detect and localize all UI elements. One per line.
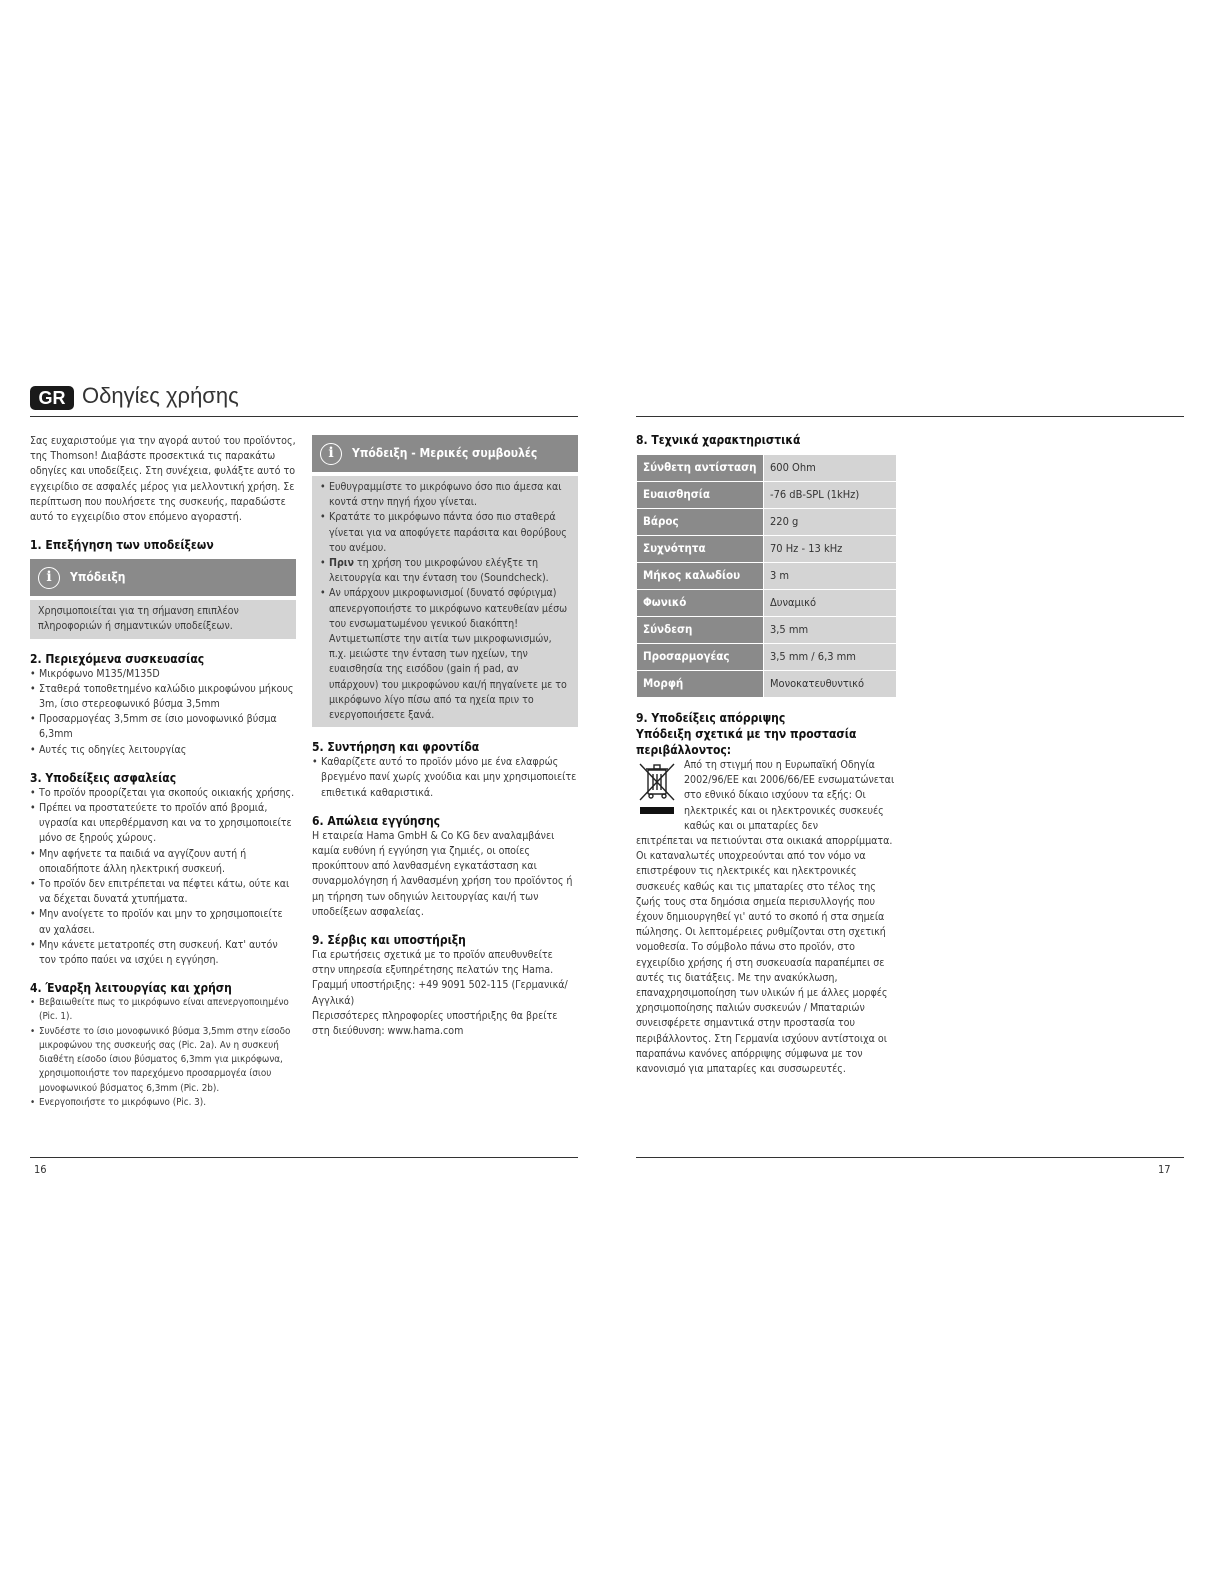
table-row: [637, 644, 897, 671]
language-badge: GR: [30, 386, 74, 410]
table-row: [637, 509, 897, 536]
page-number-right: 17: [1158, 1163, 1171, 1176]
info-icon: i: [320, 443, 342, 465]
section-5-title: 5. Συντήρηση και φροντίδα: [312, 740, 480, 755]
list-item: • Μην κάνετε μετατροπές στη συσκευή. Κατ' αυτόν τον τρόπο παύει να ισχύει η εγγύηση.: [30, 938, 296, 968]
hint-box-text: Χρησιμοποιείται για τη σήμανση επιπλέον πληροφοριών ή σημαντικών υποδείξεων.: [38, 605, 239, 633]
footer-rule-right: [636, 1157, 1184, 1158]
section-8-title: 8. Τεχνικά χαρακτηριστικά: [636, 433, 801, 447]
spec-key: Βάρος: [637, 509, 764, 536]
table-row: [637, 590, 897, 617]
maintenance-list: [312, 755, 578, 801]
spec-key: Ευαισθησία: [637, 482, 764, 509]
table-row: [637, 536, 897, 563]
list-item: • Αυτές τις οδηγίες λειτουργίας: [30, 743, 296, 758]
warranty-text: Η εταιρεία Hama GmbH & Co KG δεν αναλαμβάνει καμία ευθύνη ή εγγύηση για ζημιές, οι οποίες προκύπτουν από λανθασμένη εγκατάσταση και συναρμολόγηση ή λανθασμένη χρήση του προϊόντος ή μη τήρηση των οδηγιών λειτουργίας και/ή των υποδείξεων ασφαλείας.: [312, 829, 573, 918]
list-item: • Σταθερά τοποθετημένο καλώδιο μικροφώνου μήκους 3m, ίσιο στερεοφωνικό βύσμα 3,5mm: [30, 682, 296, 712]
header-rule-right: [636, 416, 1184, 417]
list-item: • Ενεργοποιήστε το μικρόφωνο (Pic. 3).: [30, 1096, 296, 1110]
weee-symbol: [636, 758, 684, 821]
spec-key: Συχνότητα: [637, 536, 764, 563]
spec-key: Σύνθετη αντίσταση: [637, 455, 764, 482]
list-item: • Το προϊόν δεν επιτρέπεται να πέφτει κάτω, ούτε και να δέχεται δυνατά χτυπήματα.: [30, 877, 296, 907]
spec-key: Μήκος καλωδίου: [637, 563, 764, 590]
section-1-title: 1. Επεξήγηση των υποδείξεων: [30, 538, 214, 553]
tips-list: [320, 480, 570, 723]
table-row: [637, 455, 897, 482]
safety-list: [30, 786, 296, 968]
hint-box-title: Υπόδειξη: [70, 570, 126, 585]
list-item: • Κρατάτε το μικρόφωνο πάντα όσο πιο σταθερά γίνεται για να αποφύγετε παράσιτα και θορύβους του ανέμου.: [320, 510, 570, 556]
service-text-1: Για ερωτήσεις σχετικά με το προϊόν απευθυνθείτε στην υπηρεσία εξυπηρέτησης πελατών της Hama.: [312, 949, 554, 977]
table-row: [637, 617, 897, 644]
spec-key: Μορφή: [637, 671, 764, 698]
column-1: [30, 434, 296, 1110]
header-rule-left: [30, 416, 578, 417]
page-number-left: 16: [34, 1163, 47, 1176]
disposal-block: [636, 758, 902, 834]
column-2: [312, 435, 578, 1039]
section-9-title: 9. Υποδείξεις απόρριψης: [636, 711, 786, 725]
package-contents-list: [30, 667, 296, 758]
operation-list: [30, 996, 296, 1110]
list-item: • Μην αφήνετε τα παιδιά να αγγίζουν αυτή ή οποιαδήποτε άλλη ηλεκτρική συσκευή.: [30, 847, 296, 877]
list-item: • Πρέπει να προστατεύετε το προϊόν από βρομιά, υγρασία και υπερθέρμανση και να το χρησιμοποιείτε μόνο σε ξηρούς χώρους.: [30, 801, 296, 847]
disposal-text-side: Από τη στιγμή που η Ευρωπαϊκή Οδηγία 2002/96/ΕΕ και 2006/66/ΕΕ ενσωματώνεται στο εθνικό δίκαιο ισχύουν τα εξής: Οι ηλεκτρικές και οι ηλεκτρονικές συσκευές καθώς και οι μπαταρίες δεν: [684, 759, 895, 832]
list-item: • Συνδέστε το ίσιο μονοφωνικό βύσμα 3,5mm στην είσοδο μικροφώνου της συσκευής σας (Pic. 2a). Αν η συσκευή διαθέτη είσοδο ίσιου βύσματος 6,3mm για μικρόφωνα, χρησιμοποιήστε τον παρεχόμενο προσαρμογέα ίσιου μονοφωνικού βύσματος 6,3mm (Pic. 2b).: [30, 1025, 296, 1096]
spec-value: Μονοκατευθυντικό: [764, 671, 897, 698]
section-4-title: 4. Έναρξη λειτουργίας και χρήση: [30, 981, 232, 996]
section-6-title: 6. Απώλεια εγγύησης: [312, 813, 441, 828]
hint-box-body: [30, 600, 296, 638]
spec-value: 600 Ohm: [764, 455, 897, 482]
list-item: • Αν υπάρχουν μικροφωνισμοί (δυνατό σφύριγμα) απενεργοποιήστε το μικρόφωνο κατευθείαν μέσω του ενσωματωμένου γενικού διακόπτη! Αντιμετωπίστε την αιτία των μικροφωνισμών, π.χ. μειώστε την ένταση των ηχείων, την ευαισθησία της εισόδου (gain ή pad, αν υπάρχουν) του μικροφώνου και/ή πηγαίνετε με το μικρόφωνο λίγο πίσω από τα ηχεία πριν το ενεργοποιήσετε ξανά.: [320, 586, 570, 723]
tips-item-text: τη χρήση του μικροφώνου ελέγξτε τη λειτουργία και την ένταση του (Soundcheck).: [329, 557, 549, 585]
section-2-title: 2. Περιεχόμενα συσκευασίας: [30, 651, 205, 666]
spec-value: 3,5 mm / 6,3 mm: [764, 644, 897, 671]
list-item: • Ευθυγραμμίστε το μικρόφωνο όσο πιο άμεσα και κοντά στην πηγή ήχου γίνεται.: [320, 480, 570, 510]
spec-value: 3,5 mm: [764, 617, 897, 644]
tips-box-title: Υπόδειξη - Μερικές συμβουλές: [352, 445, 538, 460]
spec-value: 3 m: [764, 563, 897, 590]
footer-rule-left: [30, 1157, 578, 1158]
list-item: • Καθαρίζετε αυτό το προϊόν μόνο με ένα ελαφρώς βρεγμένο πανί χωρίς χνούδια και μην χρησιμοποιείτε επιθετικά καθαριστικά.: [312, 755, 578, 801]
table-row: [637, 563, 897, 590]
section-3-title: 3. Υποδείξεις ασφαλείας: [30, 770, 177, 785]
tips-box-body: [312, 476, 578, 727]
hint-box-header: [30, 559, 296, 596]
tips-emphasis: Πριν: [329, 557, 355, 570]
spec-value: Δυναμικό: [764, 590, 897, 617]
spec-value: 220 g: [764, 509, 897, 536]
info-icon: i: [38, 567, 60, 589]
spec-value: -76 dB-SPL (1kHz): [764, 482, 897, 509]
spec-key: Φωνικό: [637, 590, 764, 617]
hint-box: [30, 559, 296, 638]
tips-box: [312, 435, 578, 727]
list-item: [320, 556, 570, 586]
environment-subtitle: Υπόδειξη σχετικά με την προστασία περιβάλλοντος:: [636, 727, 857, 757]
service-text-3: Περισσότερες πληροφορίες υποστήριξης θα βρείτε στη διεύθυνση: www.hama.com: [312, 1009, 558, 1038]
spec-value: 70 Hz - 13 kHz: [764, 536, 897, 563]
table-row: [637, 671, 897, 698]
spec-key: Σύνδεση: [637, 617, 764, 644]
intro-text: Σας ευχαριστούμε για την αγορά αυτού του προϊόντος, της Thomson! Διαβάστε προσεκτικά τις παρακάτω οδηγίες και υποδείξεις. Στη συνέχεια, φυλάξτε αυτό το εγχειρίδιο σε ασφαλές μέρος για μελλοντική χρήση. Σε περίπτωση που πουλήσετε της συσκευής, παραδώστε αυτό το εγχειρίδιο στον επόμενο αγοραστή.: [30, 435, 296, 524]
list-item: • Το προϊόν προορίζεται για σκοπούς οικιακής χρήσης.: [30, 786, 296, 801]
disposal-text: επιτρέπεται να πετιούνται στα οικιακά απορρίμματα. Οι καταναλωτές υποχρεούνται από τον νόμο να επιστρέφουν τις ηλεκτρικές και ηλεκτρονικές συσκευές καθώς και τις μπαταρίες στο τέλος της ζωής τους στα δημόσια σημεία περισυλλογής που έχουν δημιουργηθεί γι' αυτό το σκοπό ή στα σημεία πώλησης. Οι λεπτομέρειες ρυθμίζονται στη σχετική νομοθεσία. Το σύμβολο πάνω στο προϊόν, στο εγχειρίδιο χρήσης ή στη συσκευασία παραπέμπει σε αυτές τις διατάξεις. Με την ανακύκλωση, επαναχρησιμοποίηση των υλικών ή με άλλες μορφές χρησιμοποίησης παλιών συσκευών / Μπαταριών συνεισφέρετε σημαντικά στην προστασία του περιβάλλοντος. Στη Γερμανία ισχύουν αντίστοιχα οι παραπάνω κανόνες απόρριψης σύμφωνα με τον κανονισμό για μπαταρίες και συσσωρευτές.: [636, 835, 893, 1076]
table-row: [637, 482, 897, 509]
service-text-2: Γραμμή υποστήριξης: +49 9091 502-115 (Γερμανικά/Αγγλικά): [312, 979, 568, 1007]
list-item: • Βεβαιωθείτε πως το μικρόφωνο είναι απενεργοποιημένο (Pic. 1).: [30, 996, 296, 1024]
list-item: • Μην ανοίγετε το προϊόν και μην το χρησιμοποιείτε αν χαλάσει.: [30, 907, 296, 937]
list-item: • Μικρόφωνο M135/M135D: [30, 667, 296, 682]
spec-key: Προσαρμογέας: [637, 644, 764, 671]
column-3: [636, 432, 902, 1077]
page-title: Οδηγίες χρήσης: [82, 383, 239, 408]
spec-table: [636, 454, 897, 698]
list-item: • Προσαρμογέας 3,5mm σε ίσιο μονοφωνικό βύσμα 6,3mm: [30, 712, 296, 742]
section-service-title: 9. Σέρβις και υποστήριξη: [312, 933, 466, 948]
tips-box-header: [312, 435, 578, 472]
crossed-bin-icon: [636, 760, 678, 816]
